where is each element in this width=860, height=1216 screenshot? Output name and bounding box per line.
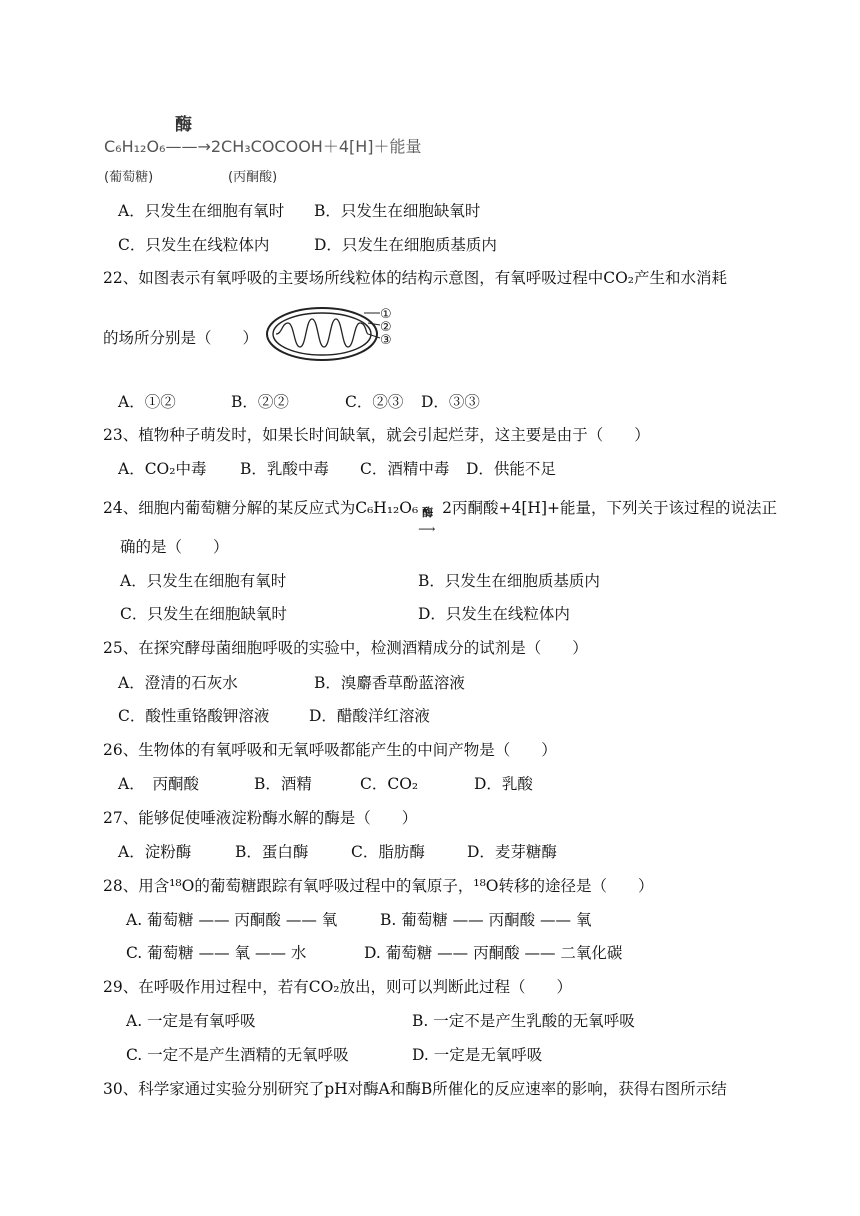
q21-option-b: B．只发生在细胞缺氧时 [314, 202, 481, 220]
q24-option-d: D．只发生在线粒体内 [418, 605, 570, 623]
q22-option-c: C．②③ [345, 393, 404, 411]
q21-option-d: D．只发生在细胞质基质内 [314, 236, 497, 254]
mitochondrion-diagram [264, 303, 404, 365]
q24-stem-line1 [103, 498, 777, 536]
q26-option-d: D．乳酸 [474, 775, 533, 793]
q21-option-a: A．只发生在细胞有氧时 [118, 202, 285, 220]
q22-stem-line2: 的场所分别是（ ） [103, 329, 259, 347]
q27-option-b: B．蛋白酶 [235, 843, 309, 861]
q29-option-c: C. 一定不是产生酒精的无氧呼吸 [126, 1046, 349, 1064]
q25-option-a: A．澄清的石灰水 [118, 674, 238, 692]
q28-option-d: D. 葡萄糖 —— 丙酮酸 —— 二氧化碳 [364, 944, 623, 962]
q22-option-d: D．③③ [421, 393, 480, 411]
q25-stem: 25、在探究酵母菌细胞呼吸的实验中，检测酒精成分的试剂是（ ） [103, 639, 588, 657]
q28-option-a: A. 葡萄糖 —— 丙酮酸 —— 氧 [126, 911, 338, 929]
q24-option-b: B．只发生在细胞质基质内 [418, 572, 600, 590]
arrow-icon: ⟶ [418, 522, 436, 536]
q28-option-c: C. 葡萄糖 —— 氧 —— 水 [126, 944, 307, 962]
q27-option-d: D．麦芽糖酶 [467, 843, 557, 861]
q30-stem: 30、科学家通过实验分别研究了pH对酶A和酶B所催化的反应速率的影响，获得右图所示结 [103, 1080, 727, 1098]
q24-stem-pre: 24、细胞内葡萄糖分解的某反应式为C₆H₁₂O₆ [103, 499, 419, 517]
q29-stem: 29、在呼吸作用过程中，若有CO₂放出，则可以判断此过程（ ） [103, 978, 573, 996]
q28-stem: 28、用含¹⁸O的葡萄糖跟踪有氧呼吸过程中的氧原子，¹⁸O转移的途径是（ ） [103, 877, 654, 895]
q24-stem-post: 2丙酮酸+4[H]+能量，下列关于该过程的说法正 [442, 499, 777, 517]
q26-option-a: A． 丙酮酸 [118, 775, 199, 793]
q22-option-a: A．①② [118, 393, 176, 411]
q23-option-d: D．供能不足 [466, 460, 556, 478]
q23-option-c: C．酒精中毒 [360, 460, 450, 478]
q23-option-b: B．乳酸中毒 [240, 460, 329, 478]
q29-option-b: B. 一定不是产生乳酸的无氧呼吸 [412, 1012, 635, 1030]
diagram-label-3: ③ [380, 333, 392, 348]
q26-option-b: B．酒精 [254, 775, 312, 793]
q28-option-b: B. 葡萄糖 —— 丙酮酸 —— 氧 [380, 911, 592, 929]
diagram-label-2: ② [380, 320, 392, 335]
q25-option-b: B．溴麝香草酚蓝溶液 [314, 674, 465, 692]
q25-option-d: D．醋酸洋红溶液 [309, 707, 430, 725]
q24-enzyme-label: 酶 [422, 506, 434, 519]
q23-option-a: A．CO₂中毒 [118, 460, 207, 478]
q22-stem-line1: 22、如图表示有氧呼吸的主要场所线粒体的结构示意图，有氧呼吸过程中CO₂产生和水消耗 [103, 269, 728, 287]
q27-option-c: C．脂肪酶 [351, 843, 425, 861]
q23-stem: 23、植物种子萌发时，如果长时间缺氧，就会引起烂芽，这主要是由于（ ） [103, 426, 650, 444]
q29-option-a: A. 一定是有氧呼吸 [126, 1012, 256, 1030]
pyruvate-label: (丙酮酸) [228, 170, 278, 185]
enzyme-label: 酶 [175, 115, 192, 135]
reaction-equation: C₆H₁₂O₆——→2CH₃COCOOH＋4[H]＋能量 [104, 137, 422, 156]
diagram-label-1: ① [380, 307, 392, 322]
q24-stem-line2: 确的是（ ） [120, 538, 229, 556]
q26-stem: 26、生物体的有氧呼吸和无氧呼吸都能产生的中间产物是（ ） [103, 741, 557, 759]
q22-option-b: B．②② [231, 393, 289, 411]
q26-option-c: C．CO₂ [360, 775, 419, 793]
q27-option-a: A．淀粉酶 [118, 843, 192, 861]
q24-option-c: C．只发生在细胞缺氧时 [120, 605, 287, 623]
glucose-label: (葡萄糖) [104, 170, 154, 185]
q24-option-a: A．只发生在细胞有氧时 [120, 572, 287, 590]
q27-stem: 27、能够促使唾液淀粉酶水解的酶是（ ） [103, 809, 418, 827]
q21-option-c: C．只发生在线粒体内 [118, 236, 270, 254]
q25-option-c: C．酸性重铬酸钾溶液 [118, 707, 270, 725]
q29-option-d: D. 一定是无氧呼吸 [412, 1046, 543, 1064]
